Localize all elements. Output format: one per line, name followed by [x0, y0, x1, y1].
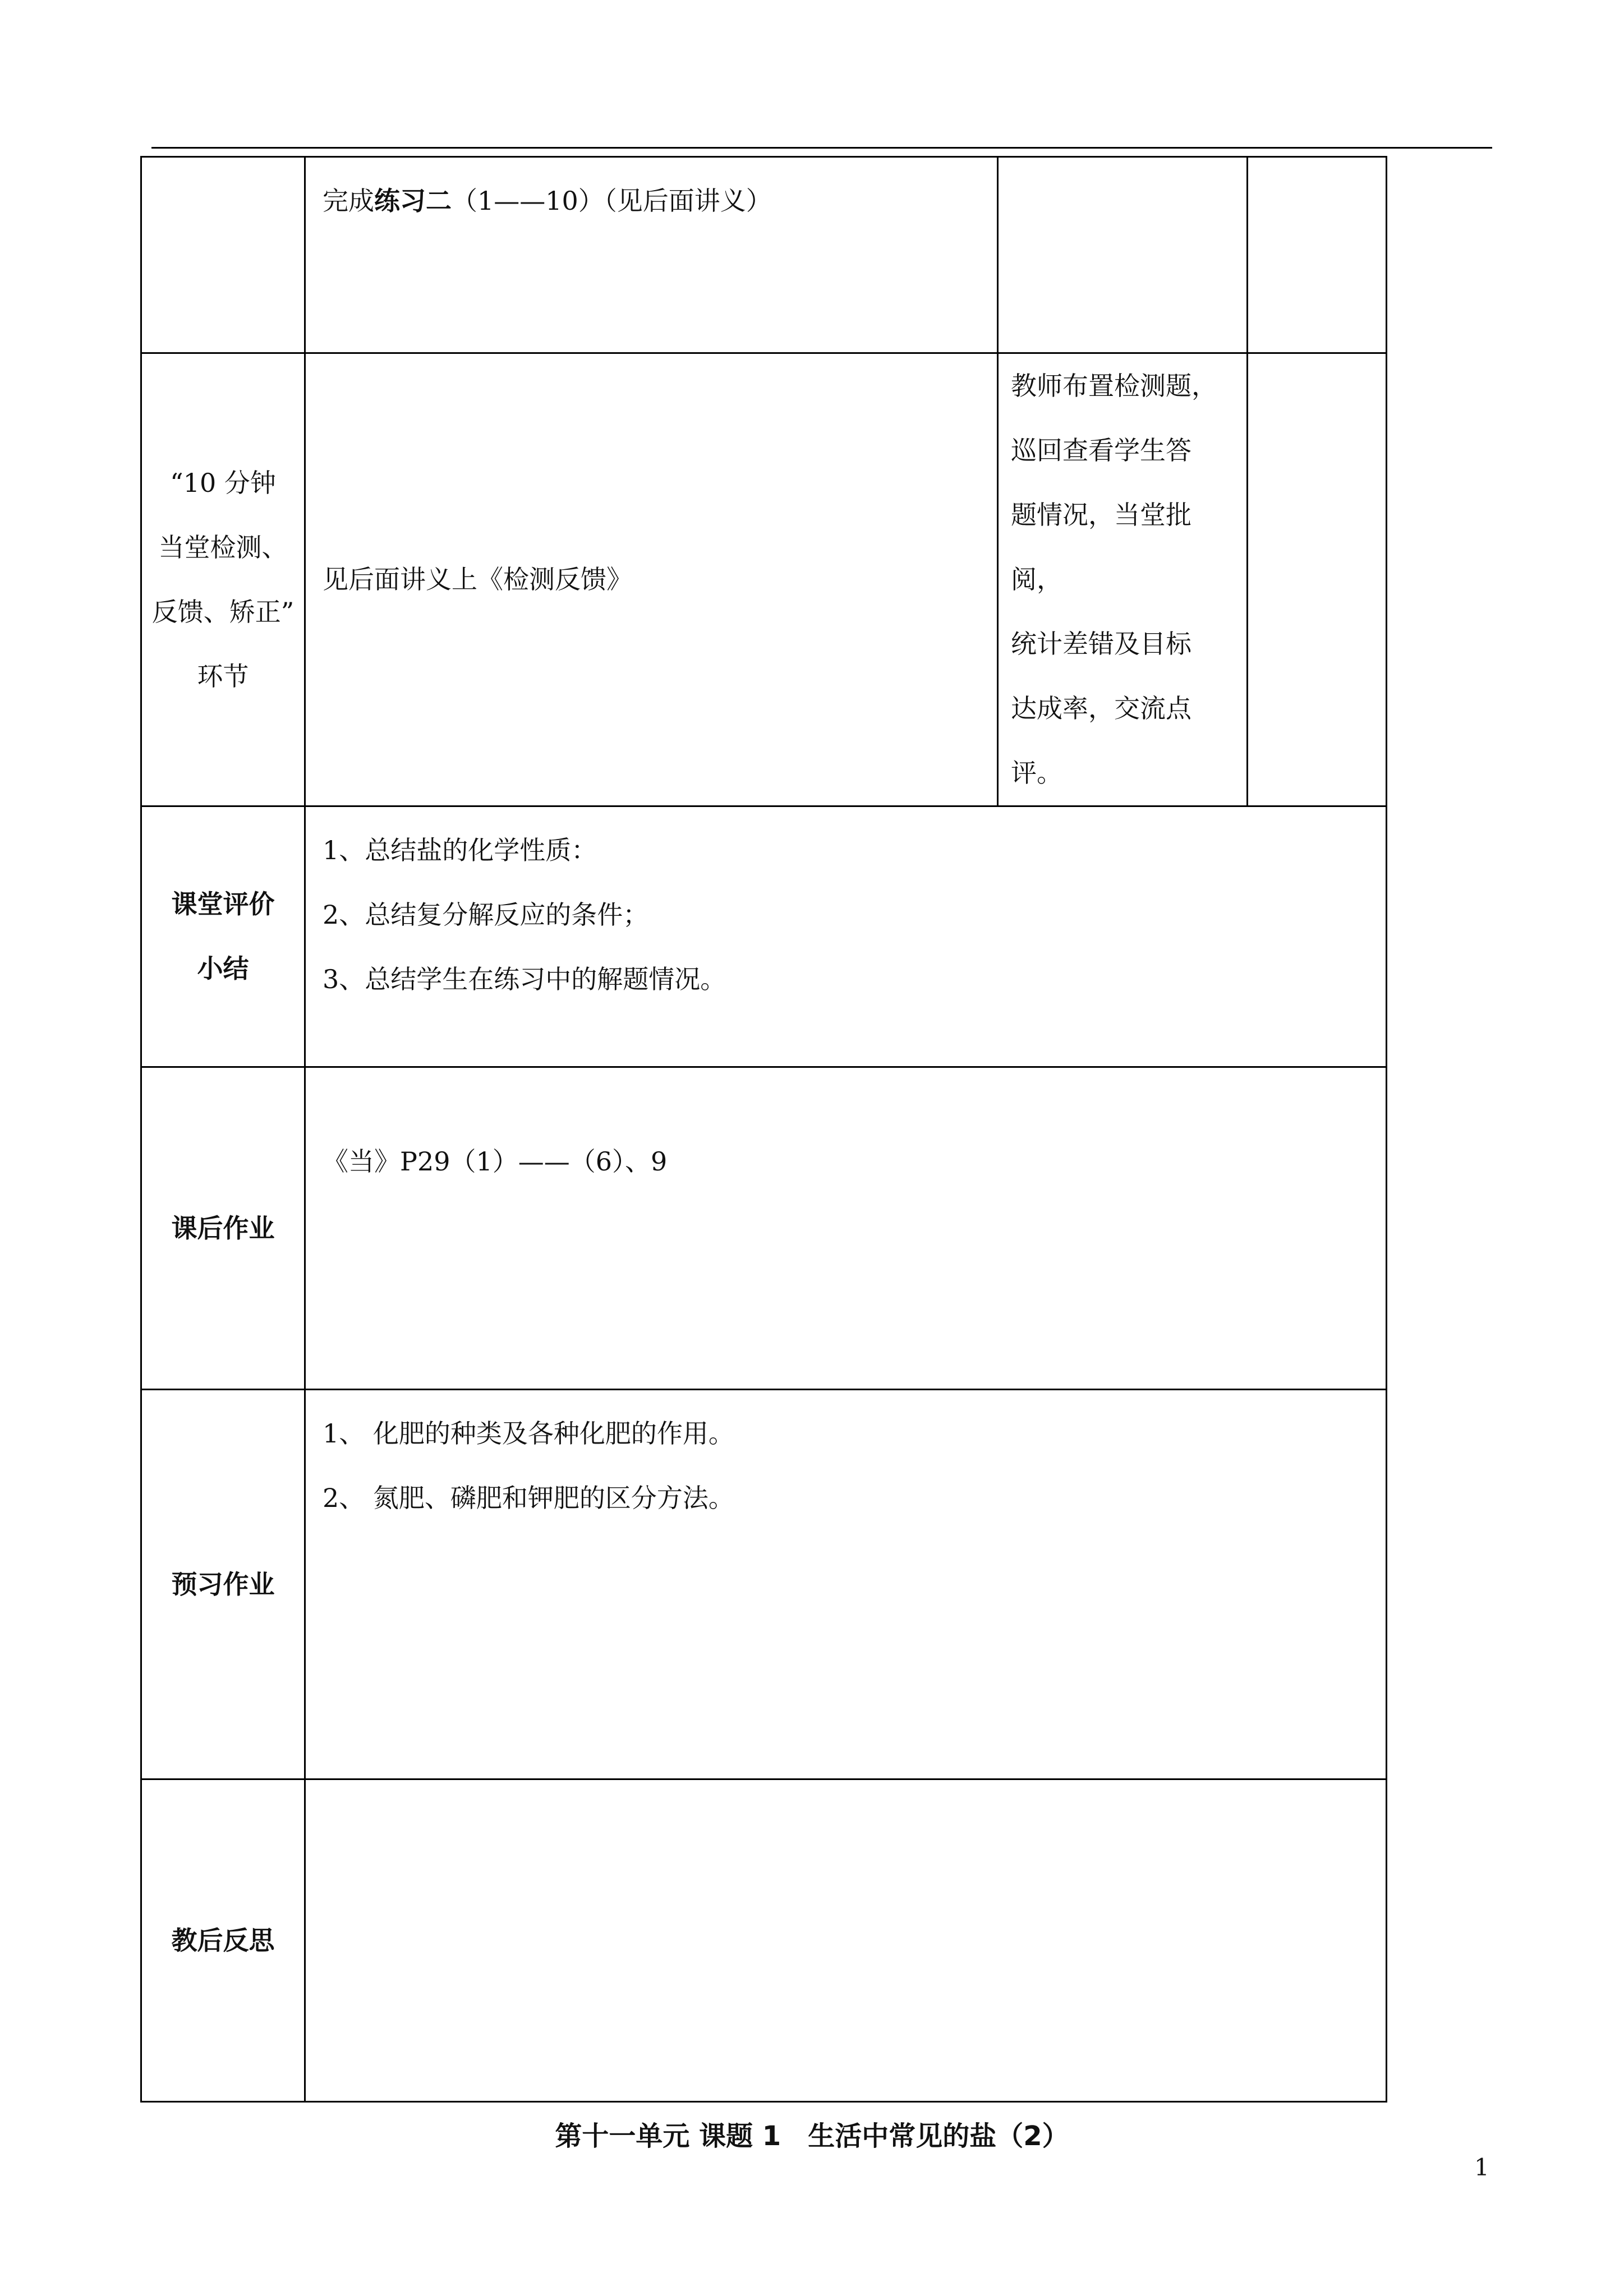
- homework-label: 课后作业: [171, 1212, 275, 1243]
- detection-teacher-cell: [998, 353, 1248, 806]
- practice-label-cell: [141, 157, 305, 353]
- reflection-row: [141, 1779, 1387, 2102]
- practice-text-suffix: （1——10）（见后面讲义）: [452, 186, 772, 216]
- summary-label-line: 小结: [197, 953, 249, 984]
- teacher-note-line: 题情况，当堂批阅，: [1011, 500, 1191, 594]
- reflection-label: 教后反思: [171, 1925, 275, 1956]
- reflection-content-cell: [305, 1779, 1387, 2102]
- page-number: 1: [1474, 2154, 1489, 2181]
- teacher-note-line: 巡回查看学生答: [1011, 435, 1191, 465]
- summary-label-cell: [141, 806, 305, 1067]
- preview-label: 预习作业: [171, 1569, 275, 1599]
- preview-label-cell: [141, 1390, 305, 1779]
- detection-label-line: 反馈、矫正”: [151, 596, 295, 627]
- detection-label-line: “10 分钟: [170, 467, 276, 498]
- practice-text: [323, 169, 997, 233]
- practice-note-cell: [1248, 157, 1387, 353]
- homework-content-cell: [305, 1067, 1387, 1390]
- practice-teacher-cell: [998, 157, 1248, 353]
- footer-title: 第十一单元 课题 1 生活中常见的盐（2）: [555, 2120, 1069, 2152]
- summary-row: [141, 806, 1387, 1067]
- header-rule: [151, 147, 1492, 149]
- summary-item: 1、总结盐的化学性质：: [323, 835, 597, 865]
- detection-label-line: 当堂检测、: [158, 532, 288, 563]
- preview-item: 1、 化肥的种类及各种化肥的作用。: [323, 1418, 734, 1449]
- preview-content-cell: [305, 1390, 1387, 1779]
- preview-row: [141, 1390, 1387, 1779]
- homework-content: 《当》P29（1）——（6）、9: [323, 1146, 668, 1177]
- homework-label-cell: [141, 1067, 305, 1390]
- practice-text-prefix: 完成: [323, 186, 374, 216]
- summary-item: 2、总结复分解反应的条件；: [323, 900, 649, 930]
- teacher-note-line: 教师布置检测题，: [1011, 371, 1217, 401]
- teacher-note-line: 统计差错及目标: [1011, 629, 1191, 659]
- summary-content-cell: [305, 806, 1387, 1067]
- reflection-label-cell: [141, 1779, 305, 2102]
- practice-row: [141, 157, 1387, 353]
- lesson-plan-table: [140, 156, 1387, 2103]
- detection-content: 见后面讲义上《检测反馈》: [323, 564, 632, 594]
- practice-content-cell: [305, 157, 998, 353]
- practice-text-bold: 练习二: [374, 186, 452, 216]
- detection-label-line: 环节: [197, 661, 249, 691]
- summary-label-line: 课堂评价: [171, 889, 275, 919]
- homework-row: [141, 1067, 1387, 1390]
- summary-item: 3、总结学生在练习中的解题情况。: [323, 964, 726, 994]
- detection-note-cell: [1248, 353, 1387, 806]
- preview-item: 2、 氮肥、磷肥和钾肥的区分方法。: [323, 1483, 734, 1513]
- teacher-note-line: 达成率，交流点评。: [1011, 693, 1191, 788]
- detection-content-cell: [305, 353, 998, 806]
- detection-row: [141, 353, 1387, 806]
- detection-label-cell: [141, 353, 305, 806]
